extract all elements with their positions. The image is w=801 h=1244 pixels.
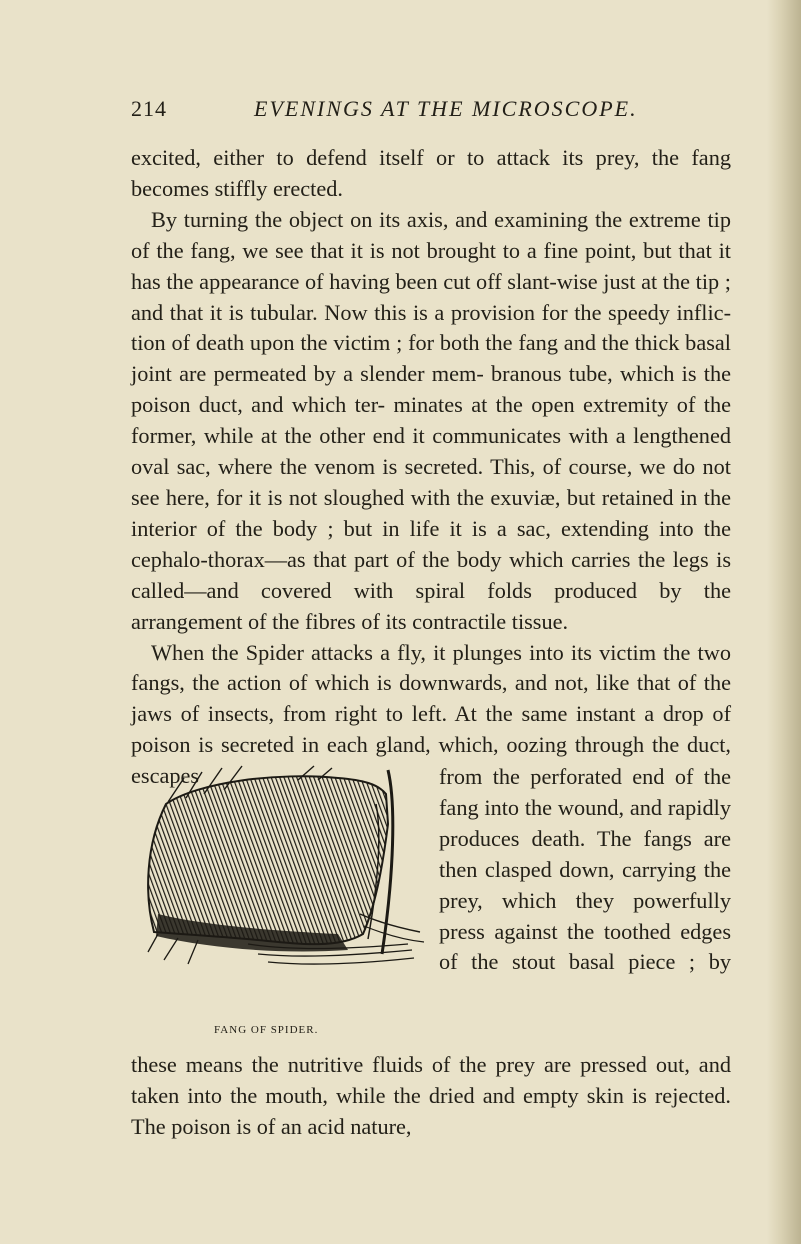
page-edge-shadow: [767, 0, 801, 1244]
body-text-wrap: [439, 762, 731, 978]
running-title: EVENINGS AT THE MICROSCOPE.: [254, 96, 638, 121]
paragraph: from the perforated end of the fang into the wound, and rapidly produces death. The fangs are then clasped down, carrying the prey, which they powerfully press against the toothed edges of the stout basal piece ; by: [439, 764, 731, 975]
spider-fang-icon: [138, 764, 430, 1014]
page-header: [131, 96, 731, 126]
body-text-lower: [131, 1050, 731, 1143]
page-number: 214: [131, 96, 167, 121]
paragraph: When the Spider attacks a fly, it plunges into its victim the two fangs, the action of which is downwards, and not, like that of the jaws of insects, from right to left. At the same instant a drop of poison is secreted in each gland, which, oozing through the duct, escapes: [131, 639, 731, 789]
figure-caption: FANG OF SPIDER.: [214, 1024, 319, 1036]
spider-fang-figure: [138, 764, 430, 1014]
paragraph: By turning the object on its axis, and examining the extreme tip of the fang, we see that it is not brought to a fine point, but that it has the appearance of having been cut off slant-wise just at the tip ; and that it is tubular. Now this is a provision for the speedy inflic- tion of death upon the victim ; for both the fang and the thick basal joint are permeated by a slender mem- branous tube, which is the poison duct, and which ter- minates at the open extremity of the former, while at the other end it communicates with a lengthened oval sac, where the venom is secreted. This, of course, we do not see here, for it is not sloughed with the exuviæ, but retained in the interior of the body ; but in life it is a sac, extending into the cephalo-thorax—as that part of the body which carries the legs is called—and covered with spiral folds produced by the arrangement of the fibres of its contractile tissue.: [131, 206, 731, 634]
body-text-upper: [131, 143, 731, 792]
paragraph: these means the nutritive fluids of the prey are pressed out, and taken into the mouth, while the dried and empty skin is rejected. The poison is of an acid nature,: [131, 1052, 731, 1139]
paragraph: excited, either to defend itself or to attack its prey, the fang becomes stiffly erected.: [131, 145, 731, 201]
